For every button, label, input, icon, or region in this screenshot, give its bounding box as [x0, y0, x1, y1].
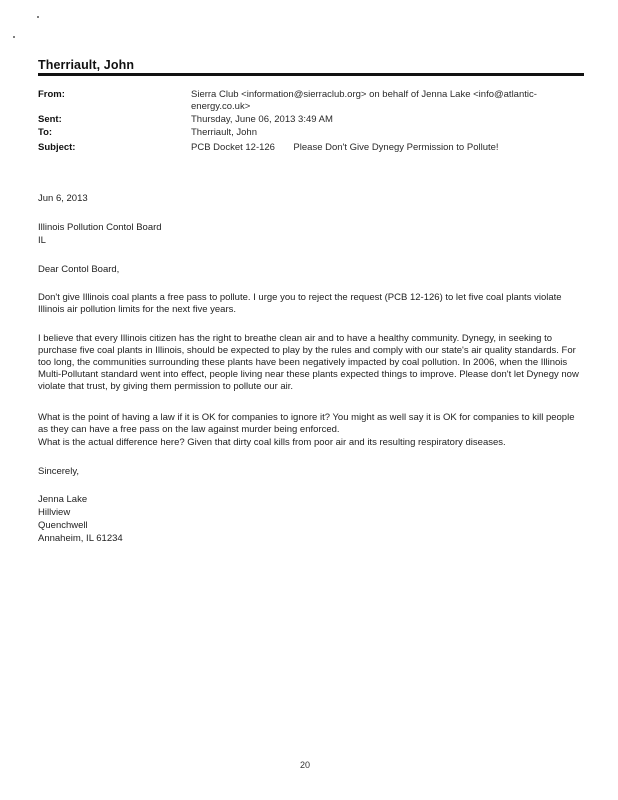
page-number: 20: [300, 760, 311, 770]
to-value: Therriault, John: [191, 127, 258, 138]
paragraph-text: Don't give Illinois coal plants a free pass to pollute. I urge you to reject the request (PCB 12-126) to let five coal plants violate Illinois air pollution limits for the next five years.: [38, 292, 562, 315]
sent-label: Sent:: [38, 114, 62, 125]
paragraph-text: I believe that every Illinois citizen has the right to breathe clean air and to have a healthy community. Dynegy, in seeking to purchase five coal plants in Illinois, should be expected to play by the rules and comply with our state's air quality standards. For too long, the communities surrounding these plants have been negatively impacted by coal pollution. In 2006, when the Illinois Multi-Pollutant standard went into effect, people living near these plants expected things to improve. Please don't let Dynegy now violate that trust, by giving them permission to pollute our air.: [38, 333, 579, 392]
paragraph-text: What is the actual difference here? Given that dirty coal kills from poor air and its resulting respiratory diseases.: [38, 437, 506, 448]
subject-label: Subject:: [38, 142, 76, 153]
paragraph-1: [38, 292, 586, 316]
recipient-state: IL: [38, 235, 46, 246]
recipient-org: Illinois Pollution Contol Board: [38, 222, 162, 233]
to-row: [38, 127, 584, 139]
sender-name: Therriault, John: [38, 58, 135, 72]
to-label: To:: [38, 127, 53, 138]
paragraph-2: [38, 333, 586, 393]
salutation: Dear Contol Board,: [38, 264, 120, 275]
signature-line-3: Quenchwell: [38, 520, 88, 531]
from-value: Sierra Club <information@sierraclub.org> on behalf of Jenna Lake <info@atlantic-energy.co.uk>: [191, 89, 537, 112]
from-label: From:: [38, 89, 65, 100]
from-row: [38, 89, 584, 113]
signature-line-4: Annaheim, IL 61234: [38, 533, 123, 544]
sent-row: [38, 114, 584, 126]
scan-speck: [13, 36, 15, 38]
paragraph-4: [38, 437, 586, 449]
paragraph-text: What is the point of having a law if it is OK for companies to ignore it? You might as well say it is OK for companies to kill people as they can have a free pass on the law against murder being enforced.: [38, 412, 575, 435]
signature-name: Jenna Lake: [38, 494, 88, 505]
closing: Sincerely,: [38, 466, 80, 477]
header-divider: [38, 73, 584, 76]
subject-row: [38, 142, 584, 154]
letter-date: Jun 6, 2013: [38, 193, 88, 204]
subject-value: PCB Docket 12-126 Please Don't Give Dynegy Permission to Pollute!: [191, 142, 499, 153]
paragraph-3: [38, 412, 586, 436]
scan-speck: [37, 16, 39, 18]
sent-value: Thursday, June 06, 2013 3:49 AM: [191, 114, 333, 125]
signature-line-2: Hillview: [38, 507, 71, 518]
